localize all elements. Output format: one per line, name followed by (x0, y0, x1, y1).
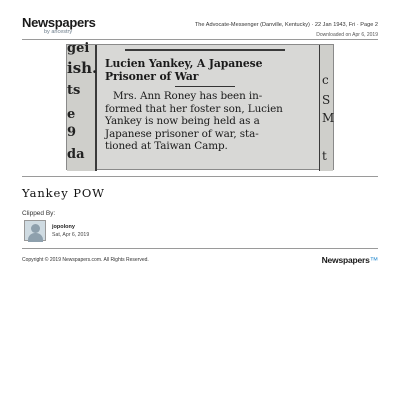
avatar-head-shape (31, 224, 40, 233)
clipping-body-line: Japanese prisoner of war, sta- (105, 127, 259, 140)
logo-text: Newspapers (22, 15, 96, 30)
clipping-separator (175, 86, 235, 87)
newspaper-clipping-image (66, 41, 335, 170)
left-fragment: e (67, 107, 76, 122)
user-avatar-icon[interactable] (24, 220, 46, 241)
left-fragment: ish. (67, 59, 98, 77)
clipped-by-label: Clipped By: (22, 210, 56, 217)
footer-divider (22, 248, 378, 249)
left-fragment: gei (67, 41, 90, 56)
copyright-text: Copyright © 2019 Newspapers.com. All Rights Reserved. (22, 257, 149, 263)
clipping-headline-line: Lucien Yankey, A Japanese (105, 57, 263, 70)
logo-wordmark (22, 16, 96, 29)
publication-line: The Advocate-Messenger (Danville, Kentucky) · 22 Jan 1943, Fri · Page 2 (194, 22, 378, 28)
right-fragment: S (322, 93, 331, 107)
left-fragment: 9 (67, 125, 77, 140)
footer-logo-suffix: ™ (369, 255, 378, 265)
footer-logo-text: Newspapers (321, 255, 370, 265)
clipping-body-line: Mrs. Ann Roney has been in- (113, 90, 263, 102)
newspapers-logo[interactable] (22, 16, 96, 35)
left-fragment: ts (67, 83, 81, 98)
clipping-article (105, 57, 319, 153)
clip-metadata (195, 21, 378, 39)
logo-tagline: by ancestry (44, 29, 73, 35)
clip-title: Yankey POW (22, 186, 105, 200)
left-fragment: da (67, 147, 85, 162)
header-divider (22, 39, 378, 40)
clipping-top-rule (125, 49, 285, 51)
clipping-left-column (67, 41, 98, 171)
clipping-divider (22, 176, 378, 177)
clipping-body-line: tioned at Taiwan Camp. (105, 140, 228, 153)
avatar-body-shape (28, 233, 43, 242)
right-fragment: M (322, 111, 335, 125)
downloaded-date: Downloaded on Apr 6, 2019 (316, 32, 378, 38)
right-fragment: t (322, 149, 327, 163)
right-fragment: c (322, 73, 329, 87)
clipping-body-line: Yankey is now being held as a (105, 115, 260, 128)
clip-date: Sat, Apr 6, 2019 (52, 232, 90, 238)
clipping-headline-line: Prisoner of War (105, 70, 199, 83)
clipping-body-line: formed that her foster son, Lucien (105, 102, 283, 115)
footer-newspapers-logo[interactable] (322, 255, 378, 265)
clipper-username-link[interactable]: jopolony (52, 224, 75, 230)
clipping-right-column (319, 45, 333, 171)
